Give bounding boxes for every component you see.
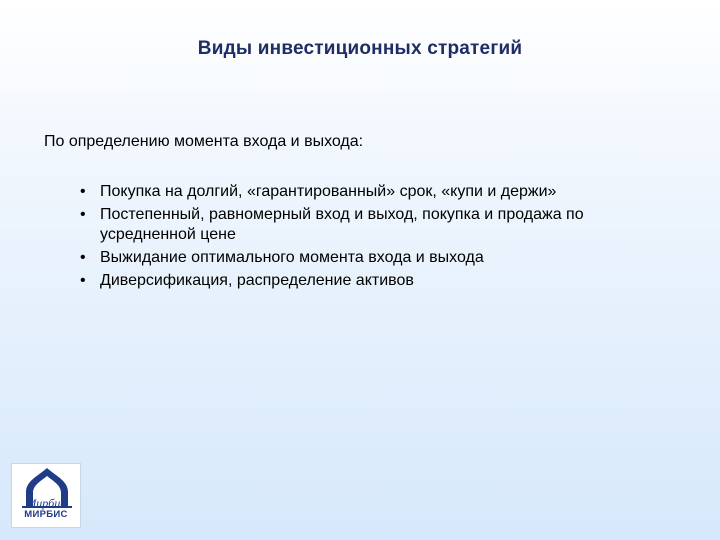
list-item [72, 248, 662, 268]
slide-subtitle: По определению момента входа и выхода: [44, 133, 364, 150]
slide-title: Виды инвестиционных стратегий [197, 38, 523, 59]
list-item-text: Покупка на долгий, «гарантированный» срок, «купи и держи» [100, 183, 557, 200]
bullet-icon: • [80, 206, 86, 223]
list-item [72, 205, 662, 244]
list-item-text: Постепенный, равномерный вход и выход, покупка и продажа по усредненной цене [100, 206, 584, 243]
list-item-text: Диверсификация, распределение активов [100, 271, 414, 289]
bullet-icon: • [80, 248, 86, 266]
list-item [72, 271, 662, 291]
bullet-list [72, 182, 662, 294]
mirbis-logo [11, 463, 81, 528]
bullet-icon: • [80, 183, 86, 200]
logo-script-text: Мирбис [26, 496, 66, 510]
list-item [72, 182, 662, 202]
logo-name-text: МИРБИС [24, 509, 68, 520]
bullet-icon: • [80, 271, 86, 289]
list-item-text: Выжидание оптимального момента входа и выхода [100, 248, 484, 266]
